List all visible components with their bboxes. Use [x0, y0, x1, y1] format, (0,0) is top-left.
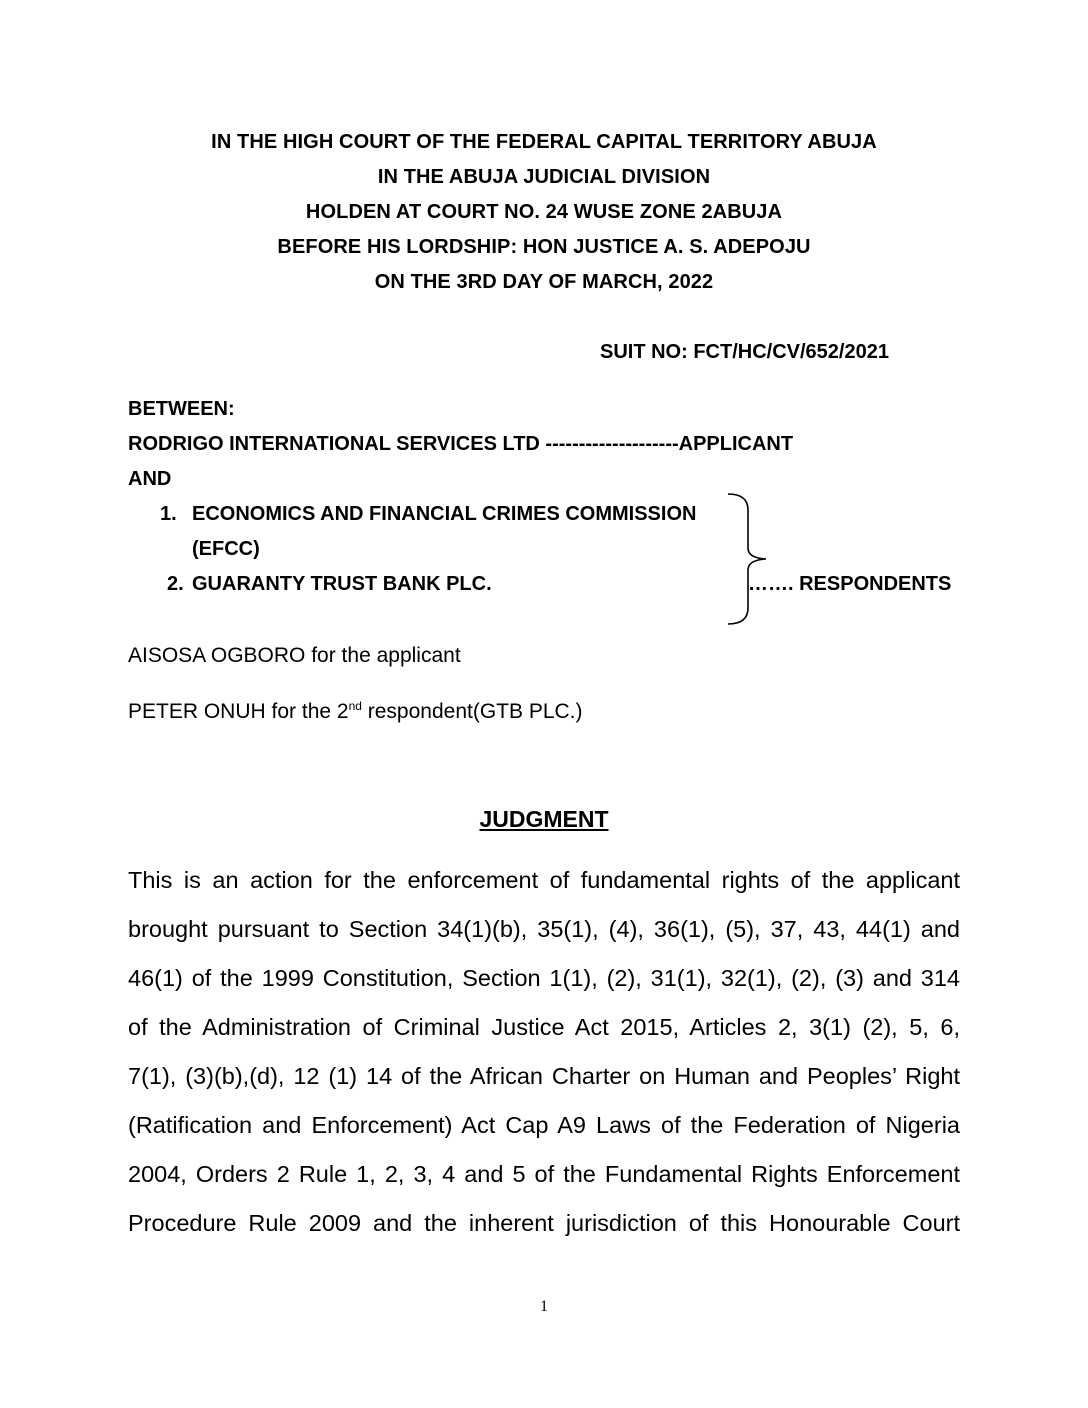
applicant-counsel: AISOSA OGBORO for the applicant	[128, 644, 461, 667]
judgment-title: JUDGMENT	[479, 806, 609, 832]
curly-brace	[726, 492, 776, 626]
judgment-line-4: of the Administration of Criminal Justice Act 2015, Articles 2, 3(1) (2), 5, 6,	[128, 1014, 960, 1040]
between-label: BETWEEN:	[128, 398, 235, 420]
judgment-line-5: 7(1), (3)(b),(d), 12 (1) 14 of the African Charter on Human and Peoples’ Right	[128, 1063, 960, 1089]
respondent-counsel	[128, 699, 583, 724]
judgment-line-6: (Ratification and Enforcement) Act Cap A9 Laws of the Federation of Nigeria	[128, 1112, 960, 1138]
suit-number: SUIT NO: FCT/HC/CV/652/2021	[600, 341, 889, 363]
respondent-1-abbreviation: (EFCC)	[192, 538, 260, 560]
respondents-label: ……. RESPONDENTS	[748, 573, 952, 595]
respondent-2-number: 2.	[167, 573, 184, 595]
court-heading-line-2: IN THE ABUJA JUDICIAL DIVISION	[377, 166, 711, 188]
judgment-line-8: Procedure Rule 2009 and the inherent jurisdiction of this Honourable Court	[128, 1210, 960, 1236]
respondent-counsel-text: PETER ONUH for the 2	[128, 700, 349, 723]
court-heading-line-4: BEFORE HIS LORDSHIP: HON JUSTICE A. S. ADEPOJU	[277, 236, 811, 258]
applicant-line: RODRIGO INTERNATIONAL SERVICES LTD --------------------APPLICANT	[128, 433, 794, 455]
ordinal-suffix: nd	[348, 699, 362, 713]
respondent-counsel-rest: respondent(GTB PLC.)	[361, 700, 583, 723]
judgment-line-3: 46(1) of the 1999 Constitution, Section 1(1), (2), 31(1), 32(1), (2), (3) and 314	[128, 965, 960, 991]
judgment-line-7: 2004, Orders 2 Rule 1, 2, 3, 4 and 5 of the Fundamental Rights Enforcement	[128, 1161, 960, 1187]
judgment-line-1: This is an action for the enforcement of fundamental rights of the applicant	[128, 867, 960, 893]
court-heading-line-3: HOLDEN AT COURT NO. 24 WUSE ZONE 2ABUJA	[305, 201, 783, 223]
respondent-1-number: 1.	[160, 503, 177, 525]
respondent-2-name: GUARANTY TRUST BANK PLC.	[192, 573, 492, 595]
court-heading-line-5: ON THE 3RD DAY OF MARCH, 2022	[374, 271, 714, 293]
court-heading-line-1: IN THE HIGH COURT OF THE FEDERAL CAPITAL TERRITORY ABUJA	[211, 131, 877, 153]
and-label: AND	[128, 468, 172, 490]
page-number: 1	[540, 1298, 548, 1315]
respondent-1-name: ECONOMICS AND FINANCIAL CRIMES COMMISSION	[192, 503, 697, 525]
judgment-line-2: brought pursuant to Section 34(1)(b), 35(1), (4), 36(1), (5), 37, 43, 44(1) and	[128, 916, 960, 942]
